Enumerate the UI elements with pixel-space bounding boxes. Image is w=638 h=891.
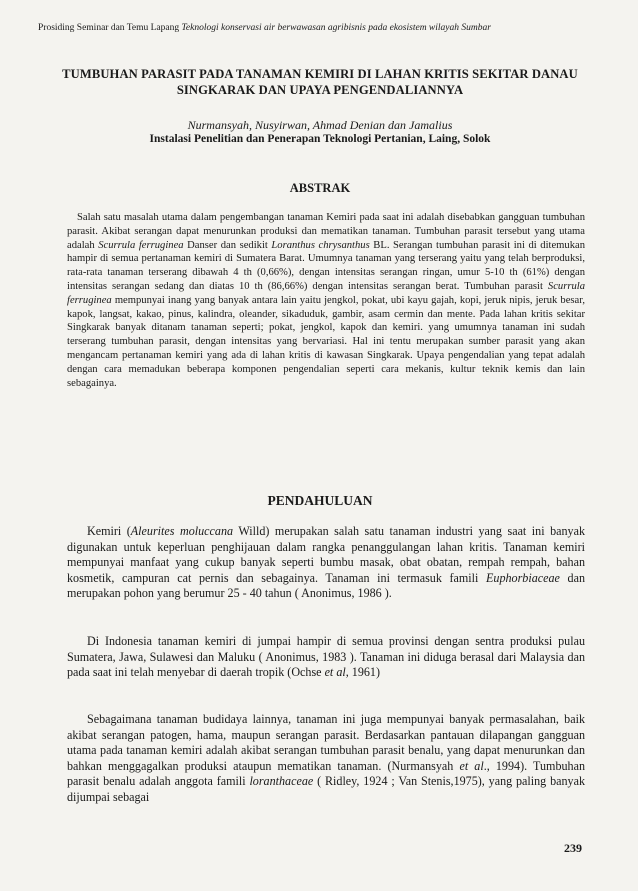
p3-family: loranthaceae [249,774,314,789]
author-list: Nurmansyah, Nusyirwan, Ahmad Denian dan Jamalius [187,118,453,132]
abstract-species-3: Scurrula ferruginea [67,280,585,306]
abstract-text-3: BL. Serangan tumbuhan parasit ini di ditemukan hampir di semua pertanaman kemiri di Sumatera Barat. Umumnya tanaman yang terserang yaitu yang telah berproduksi, rata-rata tanaman terserang dibawah 4 th (0,66%), dengan intensitas serangan ringan, umur 5-10 th (61%) dengan intensitas serangan sedang dan diatas 10 th (86,66%) dengan intensitas serangan berat. Tumbuhan parasit [67,239,586,292]
running-header-italic: Teknologi konservasi air berwawasan agribisnis pada ekosistem wilayah Sumbar [181,23,491,33]
p3-text-2: ., 1994). Tumbuhan parasit benalu adalah anggota famili [67,758,585,789]
intro-paragraph-3 [67,712,585,806]
p3-text-1: Sebagaimana tanaman budidaya lainnya, tanaman ini juga mempunyai banyak permasalahan, baik akibat serangan patogen, hama, maupun serangan parasit. Berdasarkan pantauan dilapangan gangguan utama pada tanaman kemiri adalah akibat serangan tumbuhan parasit benalu, yang dapat menurunkan dan bahkan menggagalkan produksi ataupun mematikan tanaman. (Nurmansyah [67,712,585,773]
p1-text-3: dan merupakan pohon yang berumur 25 - 40 tahun ( Anonimus, 1986 ). [67,570,585,601]
p1-text-2: Willd) merupakan salah satu tanaman industri yang saat ini banyak digunakan untuk keperluan penghijauan dalam rangka penanggulangan lahan kritis. Tanaman kemiri mempunyai manfaat yang cukup banyak seperti bumbu masak, obat obatan, rempah rempah, bahan kosmetik, campuran cat pernis dan sebagainya. Tanaman ini termasuk famili [67,524,586,585]
p3-text-3: ( Ridley, 1924 ; Van Stenis,1975), yang paling banyak dijumpai sebagai [67,774,586,804]
abstract-text-4: mempunyai inang yang banyak antara lain yaitu jengkol, pokat, ubi kayu gajah, kopi, jeruk nipis, jeruk besar, kapok, langsat, kakao, pinus, kalindra, oleander, sikaduduk, gambir, asam cermin dan mente. Pada lahan kritis sekitar Singkarak banyak ditanam tanaman seperti; pokat, jengkol, kapok dan kemiri. yang umumnya tanaman ini sudah terserang tumbuhan parasit, dengan intensitas yang bervariasi. Hal ini tentu merupakan sumber parasit yang akan mengancam pertanaman kemiri yang ada di lahan kritis di kawasan Singkarak. Upaya pengendalian yang tepat adalah dengan cara memadukan beberapa komponen pengendalian seperti cara mekanis, kultur teknik kemis dan lain sebagainya. [67,294,585,389]
abstract-text-1: Salah satu masalah utama dalam pengembangan tanaman Kemiri pada saat ini adalah disebabkan gangguan tumbuhan parasit. Akibat serangan dapat menurunkan produksi dan mematikan tanaman. Tumbuhan parasit tersebut yang utama adalah [67,212,585,251]
abstract-species-1: Scurrula ferruginea [98,239,184,251]
p1-family: Euphorbiaceae [486,570,560,585]
running-header-prefix: Prosiding Seminar dan Temu Lapang [38,23,182,33]
intro-paragraph-2 [67,634,585,681]
abstract-species-2: Loranthus chrysanthus [271,239,370,251]
paper-title: TUMBUHAN PARASIT PADA TANAMAN KEMIRI DI LAHAN KRITIS SEKITAR DANAU SINGKARAK DAN UPAYA PENGENDALIANNYA [62,67,578,97]
intro-paragraph-1 [67,524,585,602]
running-header [38,23,598,33]
abstract-text-2: Danser dan sedikit [183,239,272,251]
abstract-heading: ABSTRAK [289,181,351,195]
page-number: 239 [564,841,582,855]
p1-text-1: Kemiri ( [87,524,131,538]
p2-etal: et al [324,665,346,680]
abstract-paragraph [67,211,585,390]
p2-text-2: , 1961) [345,665,380,680]
author-affiliation: Instalasi Penelitian dan Penerapan Teknologi Pertanian, Laing, Solok [149,133,491,145]
introduction-heading: PENDAHULUAN [267,493,373,508]
p2-text-1: Di Indonesia tanaman kemiri di jumpai hampir di semua provinsi dengan sentra produksi pulau Sumatera, Jawa, Sulawesi dan Maluku ( Anonimus, 1983 ). Tanaman ini diduga berasal dari Malaysia dan pada saat ini telah menyebar di daerah tropik (Ochse [67,634,585,680]
p3-etal: et al [459,758,484,773]
p1-species: Aleurites moluccana [130,524,234,538]
